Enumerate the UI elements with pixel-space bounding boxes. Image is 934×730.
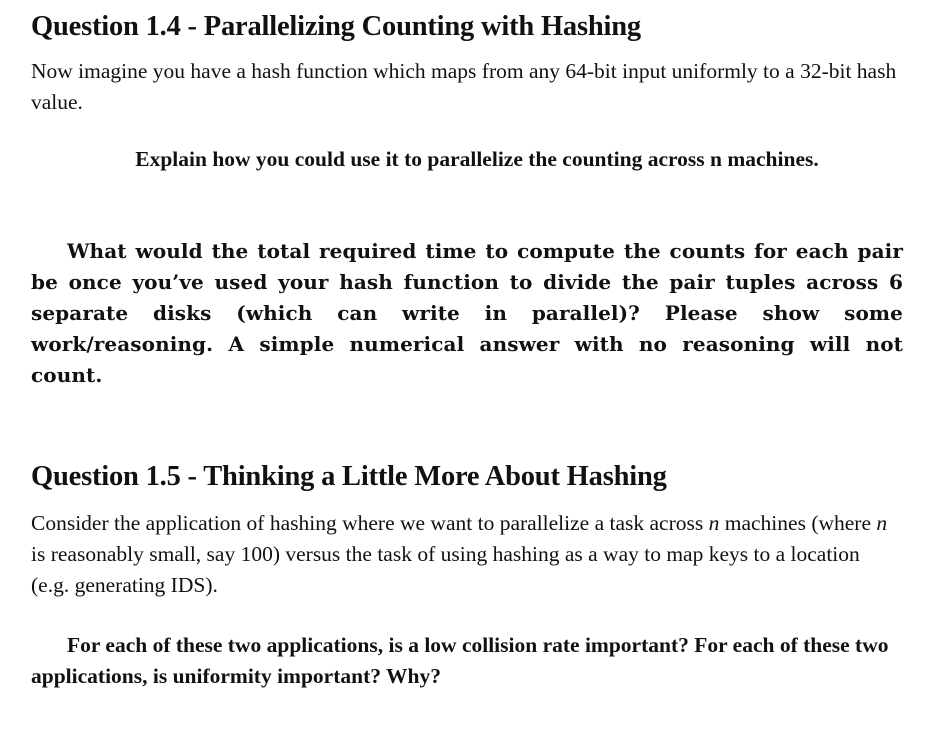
question-1-4-intro: Now imagine you have a hash function which maps from any 64-bit input uniformly to a 32-bit hash value. xyxy=(31,59,897,114)
question-1-5-prompt: For each of these two applications, is a low collision rate important? For each of these two applications, is uniformity important? Why? xyxy=(31,633,889,688)
question-1-4-explain-prompt: Explain how you could use it to parallelize the counting across n machines. xyxy=(135,147,819,171)
intro-text-2: machines (where xyxy=(719,511,877,535)
question-1-4-time-prompt: What would the total required time to compute the counts for each pair be once you’ve used your hash function to divide the pair tuples across 6 separate disks (which can write in parallel)? Please show some work/reasoning. A simple numerical answer with no reasoning will not count. xyxy=(31,239,903,387)
intro-text-1: Consider the application of hashing where we want to parallelize a task across xyxy=(31,511,709,535)
question-1-5-intro xyxy=(31,508,903,601)
variable-n: n xyxy=(876,511,888,535)
question-1-5-heading: Question 1.5 - Thinking a Little More About Hashing xyxy=(31,461,667,492)
intro-text-3: is reasonably small, say 100) versus the task of using hashing as a way to map keys to a location (e.g. generating IDS). xyxy=(31,542,860,597)
question-1-4-heading: Question 1.4 - Parallelizing Counting with Hashing xyxy=(31,11,641,42)
variable-n: n xyxy=(708,511,720,535)
